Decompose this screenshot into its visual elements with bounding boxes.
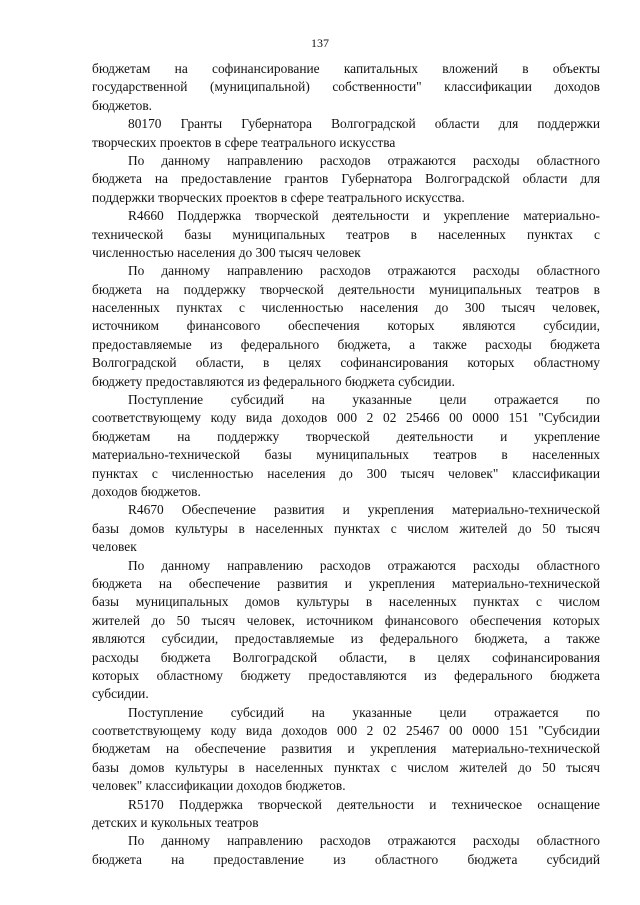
text-line: пунктах с численностью населения до 300 тысяч человек" классификации [92,465,600,481]
text-line: бюджета на предоставление грантов Губернатора Волгоградской области для [92,171,600,187]
text-line: населенных пунктах с численностью населения до 300 тысяч человек, [92,300,600,316]
text-line: бюджета на обеспечение развития и укрепления материально-технической [92,575,600,591]
text-line: субсидии. [92,686,149,702]
text-line: бюджетам на обеспечение развития и укрепления материально-технической [92,741,600,757]
page-number: 137 [311,36,329,50]
text-line: бюджетам на софинансирование капитальных вложений в объекты [92,61,600,76]
text-line: соответствующему коду вида доходов 000 2 02 25466 00 0000 151 "Субсидии [92,410,600,426]
text-line: детских и кукольных театров [92,815,259,831]
document-body [92,60,600,869]
text-line: бюджетам на поддержку творческой деятельности и укрепление [92,428,600,444]
text-line: Поступление субсидий на указанные цели отражается по [128,392,600,408]
text-line: По данному направлению расходов отражаются расходы областного [128,152,600,168]
text-line: 80170 Гранты Губернатора Волгоградской области для поддержки [128,116,600,132]
text-line: По данному направлению расходов отражаются расходы областного [128,263,600,279]
text-line: источником финансового обеспечения которых являются субсидии, [92,318,600,334]
text-line: бюджетов. [92,97,153,113]
text-line: государственной (муниципальной) собственности" классификации доходов [92,79,600,95]
text-line: R5170 Поддержка творческой деятельности и техническое оснащение [128,796,600,812]
text-line: человек" классификации доходов бюджетов. [92,778,346,794]
text-line: человек [92,539,137,555]
text-line: R4660 Поддержка творческой деятельности и укрепление материально- [128,208,600,224]
text-line: бюджету предоставляются из федерального бюджета субсидии. [92,373,455,389]
text-line: доходов бюджетов. [92,483,201,499]
text-line: предоставляемые из федерального бюджета, а также расходы бюджета [92,336,600,352]
text-line: Волгоградской области, в целях софинансирования которых областному [92,355,600,371]
text-line: творческих проектов в сфере театрального искусства [92,134,396,150]
text-line: являются субсидии, предоставляемые из федерального бюджета, а также [92,631,600,647]
text-line: R4670 Обеспечение развития и укрепления материально-технической [128,502,600,518]
text-line: численностью населения до 300 тысяч человек [92,244,361,260]
text-line: материально-технической базы муниципальных театров в населенных [92,447,600,463]
text-line: Поступление субсидий на указанные цели отражается по [128,704,600,720]
text-line: бюджета на предоставление из областного бюджета субсидий [92,851,600,867]
text-line: жителей до 50 тысяч человек, источником финансового обеспечения которых [92,612,600,628]
text-line: базы домов культуры в населенных пунктах с числом жителей до 50 тысяч [92,759,600,775]
text-line: поддержки творческих проектов в сфере театрального искусства. [92,189,465,205]
text-line: По данному направлению расходов отражаются расходы областного [128,833,600,849]
text-line: базы домов культуры в населенных пунктах с числом жителей до 50 тысяч [92,520,600,536]
text-line: технической базы муниципальных театров в населенных пунктах с [92,226,600,242]
text-line: расходы бюджета Волгоградской области, в целях софинансирования [92,649,600,665]
text-line: базы муниципальных домов культуры в населенных пунктах с числом [92,594,600,610]
text-line: которых областному бюджету предоставляются из федерального бюджета [92,667,600,683]
text-line: По данному направлению расходов отражаются расходы областного [128,557,600,573]
text-line: соответствующему коду вида доходов 000 2 02 25467 00 0000 151 "Субсидии [92,723,600,739]
text-line: бюджета на поддержку творческой деятельности муниципальных театров в [92,281,600,297]
